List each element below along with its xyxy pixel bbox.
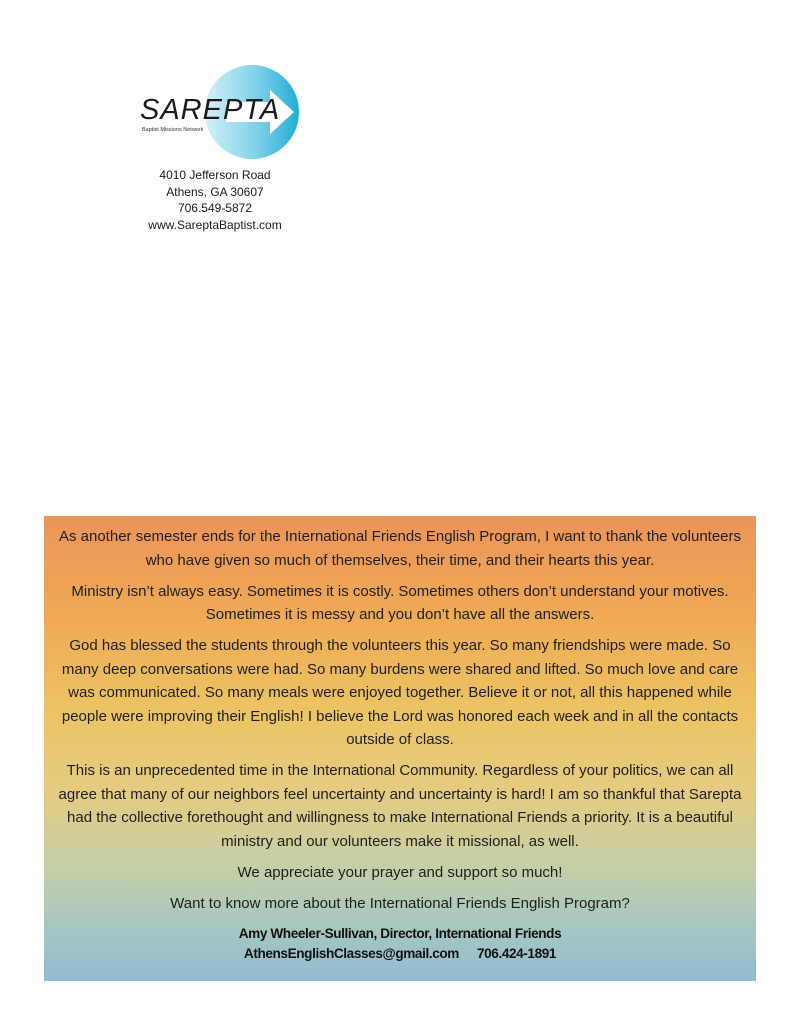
letter-paragraph-6: Want to know more about the International Friends English Program? [170, 894, 630, 912]
letter-paragraph-2: Ministry isn’t always easy. Sometimes it is costly. Sometimes others don’t understand your motives. Sometimes it is messy and you don’t have all the answers. [71, 582, 729, 623]
logo-tagline: Baptist Missions Network [142, 127, 204, 133]
logo-wordmark: SAREPTA [140, 94, 281, 126]
letter-paragraph-4: This is an unprecedented time in the International Community. Regardless of your politics, we can all agree that many of our neighbors feel uncertainty and uncertainty is hard! I am so thankful that Sarepta had the collective forethought and willingness to make International Friends a priority. It is a beautiful ministry and our volunteers make it missional, as well. [58, 762, 742, 850]
signature-block [58, 924, 742, 964]
signature-name-title: Amy Wheeler-Sullivan, Director, International Friends [238, 926, 562, 941]
address-street: 4010 Jefferson Road [159, 168, 271, 182]
signature-phone: 706.424-1891 [476, 946, 557, 961]
address-city: Athens, GA 30607 [166, 184, 264, 199]
address-website: www.SareptaBaptist.com [148, 217, 282, 232]
letter-paragraph-3: God has blessed the students through the volunteers this year. So many friendships were made. So many deep conversations were had. So many burdens were shared and lifted. So much love and care was communicated. So many meals were enjoyed together. Believe it or not, all this happened while people were improving their English! I believe the Lord was honored each week and in all the contacts outside of class. [61, 637, 739, 748]
sarepta-logo [140, 64, 305, 160]
signature-email: AthensEnglishClasses@gmail.com [243, 946, 459, 961]
letter-paragraph-5: We appreciate your prayer and support so much! [237, 863, 563, 881]
address-phone: 706.549-5872 [177, 201, 253, 216]
letter-paragraph-1: As another semester ends for the International Friends English Program, I want to thank the volunteers who have given so much of themselves, their time, and their hearts this year. [58, 528, 742, 569]
signature-contact [58, 944, 742, 964]
address-block [120, 167, 310, 233]
letter-panel [44, 516, 756, 981]
